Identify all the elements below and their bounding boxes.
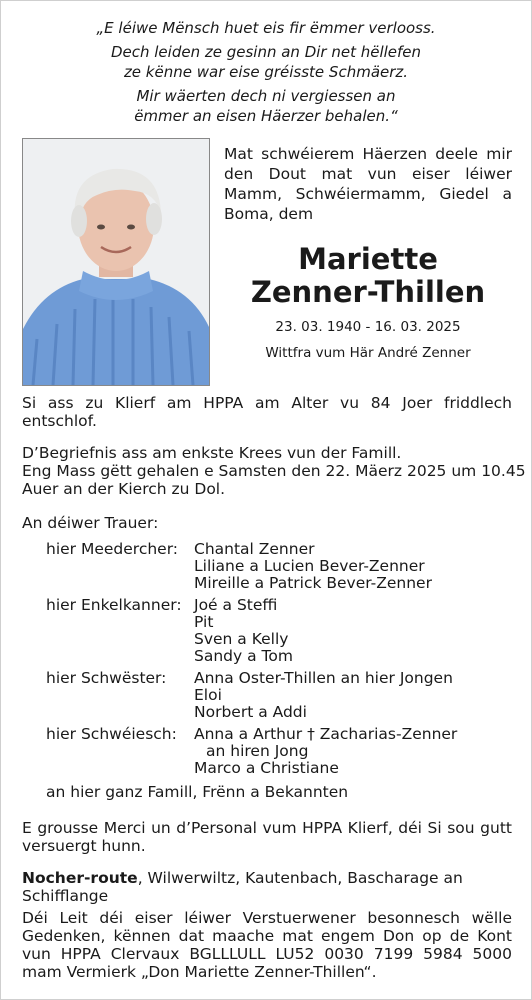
thanks-note: E grousse Merci un d’Personal vum HPPA Klierf, déi Si sou gutt versuergt hunn.: [22, 819, 512, 855]
mourner-name: Liliane a Lucien Bever-Zenner: [194, 557, 425, 575]
funeral-line: Auer an der Kierch zu Dol.: [22, 480, 226, 498]
quote-line: ëmmer an eisen Häerzer behalen.“: [134, 107, 398, 125]
mourner-group-label: hier Meedercher:: [46, 540, 179, 558]
portrait-image: [23, 139, 209, 385]
mourner-group-label: hier Schwëster:: [46, 669, 167, 687]
quote-line: ze kënne war eise gréisste Schmäerz.: [123, 63, 409, 81]
portrait-photo: [22, 138, 210, 386]
route-note: [22, 869, 512, 905]
mourner-name: Anna a Arthur † Zacharias-Zenner: [194, 725, 458, 743]
mourner-name: an hiren Jong: [206, 742, 309, 760]
mourner-name: Norbert a Addi: [194, 703, 307, 721]
mourner-name: Chantal Zenner: [194, 540, 315, 558]
mourner-name: Anna Oster-Thillen an hier Jongen: [194, 669, 453, 687]
mourner-name: Pit: [194, 613, 214, 631]
announcement-intro: Mat schwéierem Häerzen deele mir den Dout mat vun eiser léiwer Mamm, Schwéiermamm, Giedel a Boma, dem: [224, 145, 512, 223]
mourner-name: Sven a Kelly: [194, 630, 289, 648]
quote-line: Dech leiden ze gesinn an Dir net hëllefen: [110, 43, 422, 61]
route-label: Nocher-route: [22, 869, 138, 887]
mourners-intro: An déiwer Trauer:: [22, 514, 159, 532]
route-places: , Wilwerwiltz, Kautenbach, Bascharage an Schifflange: [22, 869, 463, 905]
mourner-name: Joé a Steffi: [194, 596, 278, 614]
memorial-quote: [20, 18, 512, 126]
quote-line: Mir wäerten dech ni vergiessen an: [136, 87, 396, 105]
funeral-details: [22, 444, 526, 498]
donation-note: Déi Leit déi eiser léiwer Verstuerwener besonnesch wëlle Gedenken, kënnen dat maache mat engem Don op de Kont vun HPPA Clervaux BGLLLULL LU52 0030 7199 5984 5000 mam Vermierk „Don Mariette Zenner-Thillen“.: [22, 909, 512, 981]
life-dates: 23. 03. 1940 - 16. 03. 2025: [275, 319, 461, 335]
quote-line: „E léiwe Mënsch huet eis fir ëmmer verlooss.: [96, 19, 436, 37]
mourner-group-label: hier Enkelkanner:: [46, 596, 182, 614]
mourner-name: Sandy a Tom: [194, 647, 293, 665]
deceased-surname: Zenner-Thillen: [250, 275, 486, 309]
death-notice: Si ass zu Klierf am HPPA am Alter vu 84 Joer friddlech entschlof.: [22, 394, 512, 430]
widow-note: Wittfra vum Här André Zenner: [265, 345, 471, 361]
mourner-name: Marco a Christiane: [194, 759, 339, 777]
mourner-name: Eloi: [194, 686, 222, 704]
mourner-name: Mireille a Patrick Bever-Zenner: [194, 574, 432, 592]
family-line: an hier ganz Famill, Frënn a Bekannten: [46, 783, 349, 801]
funeral-line: D’Begriefnis ass am enkste Krees vun der Famill.: [22, 444, 402, 462]
deceased-first-name: Mariette: [298, 242, 438, 276]
funeral-line: Eng Mass gëtt gehalen e Samsten den 22. Mäerz 2025 um 10.45: [22, 462, 526, 480]
mourner-group-label: hier Schwéiesch:: [46, 725, 177, 743]
